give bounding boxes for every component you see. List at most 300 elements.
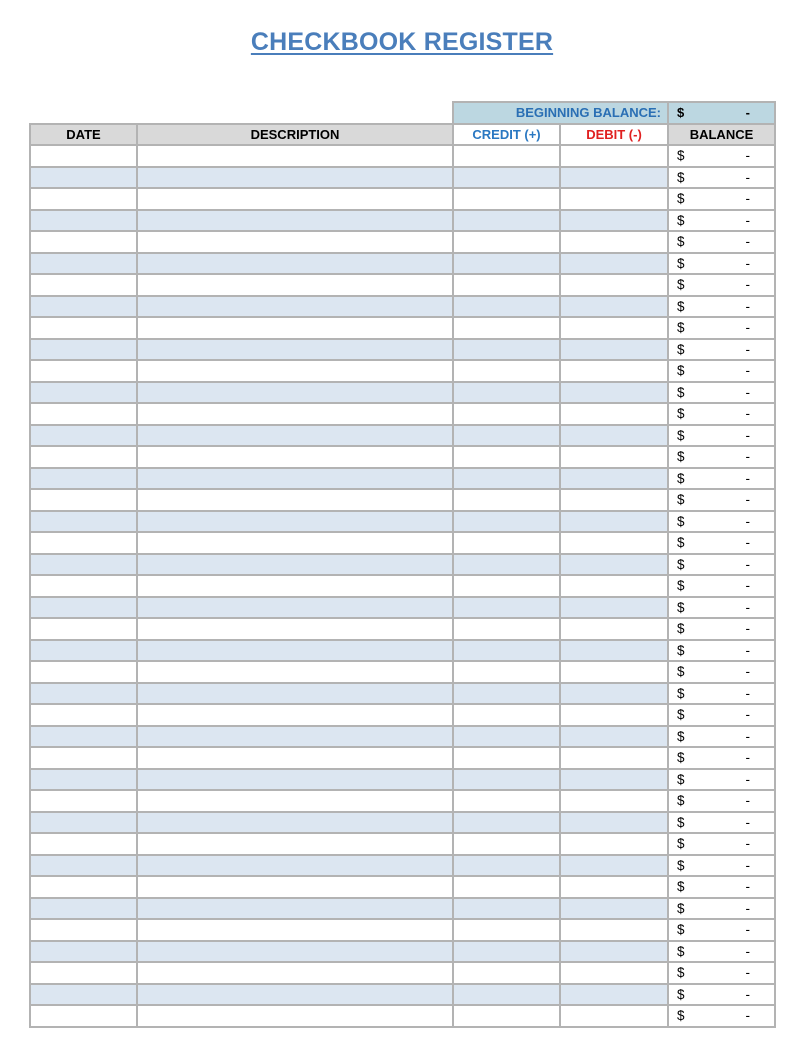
- balance-cell: [667, 746, 774, 768]
- balance-amount: -: [745, 621, 750, 637]
- description-cell[interactable]: [136, 209, 452, 231]
- credit-cell[interactable]: [452, 768, 559, 790]
- balance-cell: [667, 230, 774, 252]
- description-cell[interactable]: [136, 961, 452, 983]
- balance-cell: [667, 703, 774, 725]
- credit-cell[interactable]: [452, 832, 559, 854]
- balance-currency: $: [677, 664, 685, 680]
- credit-cell[interactable]: [452, 381, 559, 403]
- balance-currency: $: [677, 814, 685, 830]
- balance-currency: $: [677, 384, 685, 400]
- balance-currency: $: [677, 750, 685, 766]
- balance-amount: -: [745, 148, 750, 164]
- balance-currency: $: [677, 578, 685, 594]
- balance-currency: $: [677, 535, 685, 551]
- date-cell[interactable]: [29, 359, 136, 381]
- balance-cell: [667, 553, 774, 575]
- balance-amount: -: [745, 298, 750, 314]
- balance-cell: [667, 832, 774, 854]
- balance-currency: $: [677, 212, 685, 228]
- debit-cell[interactable]: [559, 402, 667, 424]
- description-cell[interactable]: [136, 596, 452, 618]
- date-cell[interactable]: [29, 445, 136, 467]
- debit-cell[interactable]: [559, 746, 667, 768]
- balance-amount: -: [745, 169, 750, 185]
- debit-cell[interactable]: [559, 424, 667, 446]
- description-cell[interactable]: [136, 144, 452, 166]
- date-cell[interactable]: [29, 166, 136, 188]
- credit-cell[interactable]: [452, 940, 559, 962]
- date-cell[interactable]: [29, 703, 136, 725]
- debit-cell[interactable]: [559, 574, 667, 596]
- balance-amount: -: [745, 277, 750, 293]
- balance-cell: [667, 983, 774, 1005]
- date-cell[interactable]: [29, 617, 136, 639]
- debit-cell[interactable]: [559, 359, 667, 381]
- credit-cell[interactable]: [452, 295, 559, 317]
- balance-currency: $: [677, 771, 685, 787]
- credit-cell[interactable]: [452, 596, 559, 618]
- date-cell[interactable]: [29, 402, 136, 424]
- date-cell[interactable]: [29, 467, 136, 489]
- credit-cell[interactable]: [452, 144, 559, 166]
- checkbook-register-table: [29, 101, 776, 1028]
- balance-amount: -: [745, 384, 750, 400]
- date-cell[interactable]: [29, 768, 136, 790]
- credit-cell[interactable]: [452, 703, 559, 725]
- column-header-balance: BALANCE: [667, 123, 774, 145]
- balance-amount: -: [745, 771, 750, 787]
- date-cell[interactable]: [29, 553, 136, 575]
- description-cell[interactable]: [136, 510, 452, 532]
- balance-amount: -: [745, 341, 750, 357]
- date-cell[interactable]: [29, 918, 136, 940]
- balance-amount: -: [745, 793, 750, 809]
- balance-currency: $: [677, 255, 685, 271]
- balance-currency: $: [677, 965, 685, 981]
- debit-cell[interactable]: [559, 252, 667, 274]
- balance-cell: [667, 639, 774, 661]
- balance-cell: [667, 682, 774, 704]
- beginning-balance-label: BEGINNING BALANCE:: [452, 101, 667, 123]
- debit-cell[interactable]: [559, 144, 667, 166]
- description-cell[interactable]: [136, 402, 452, 424]
- balance-amount: -: [745, 406, 750, 422]
- credit-cell[interactable]: [452, 682, 559, 704]
- balance-cell: [667, 918, 774, 940]
- balance-cell: [667, 811, 774, 833]
- balance-currency: $: [677, 341, 685, 357]
- debit-cell[interactable]: [559, 897, 667, 919]
- balance-currency: $: [677, 191, 685, 207]
- balance-currency: $: [677, 728, 685, 744]
- description-cell[interactable]: [136, 811, 452, 833]
- column-header-debit: DEBIT (-): [559, 123, 667, 145]
- date-cell[interactable]: [29, 746, 136, 768]
- credit-cell[interactable]: [452, 789, 559, 811]
- balance-currency: $: [677, 556, 685, 572]
- debit-cell[interactable]: [559, 445, 667, 467]
- date-cell[interactable]: [29, 897, 136, 919]
- description-cell[interactable]: [136, 682, 452, 704]
- debit-cell[interactable]: [559, 854, 667, 876]
- description-cell[interactable]: [136, 918, 452, 940]
- description-cell[interactable]: [136, 789, 452, 811]
- balance-cell: [667, 187, 774, 209]
- credit-cell[interactable]: [452, 854, 559, 876]
- debit-cell[interactable]: [559, 617, 667, 639]
- credit-cell[interactable]: [452, 252, 559, 274]
- credit-cell[interactable]: [452, 209, 559, 231]
- balance-cell: [667, 531, 774, 553]
- balance-amount: -: [745, 922, 750, 938]
- balance-amount: -: [745, 642, 750, 658]
- balance-cell: [667, 209, 774, 231]
- description-cell[interactable]: [136, 574, 452, 596]
- balance-cell: [667, 1004, 774, 1026]
- balance-cell: [667, 273, 774, 295]
- balance-currency: $: [677, 363, 685, 379]
- date-cell[interactable]: [29, 574, 136, 596]
- balance-amount: -: [745, 986, 750, 1002]
- debit-cell[interactable]: [559, 187, 667, 209]
- date-cell[interactable]: [29, 940, 136, 962]
- credit-cell[interactable]: [452, 445, 559, 467]
- page-title: CHECKBOOK REGISTER: [250, 28, 554, 56]
- balance-amount: -: [745, 664, 750, 680]
- balance-cell: [667, 445, 774, 467]
- credit-cell[interactable]: [452, 531, 559, 553]
- credit-cell[interactable]: [452, 488, 559, 510]
- balance-amount: -: [745, 212, 750, 228]
- debit-cell[interactable]: [559, 1004, 667, 1026]
- balance-cell: [667, 789, 774, 811]
- balance-cell: [667, 961, 774, 983]
- description-cell[interactable]: [136, 531, 452, 553]
- column-header-date: DATE: [29, 123, 136, 145]
- description-cell[interactable]: [136, 187, 452, 209]
- credit-cell[interactable]: [452, 1004, 559, 1026]
- description-cell[interactable]: [136, 1004, 452, 1026]
- debit-cell[interactable]: [559, 338, 667, 360]
- balance-cell: [667, 144, 774, 166]
- credit-cell[interactable]: [452, 166, 559, 188]
- balance-amount: -: [745, 492, 750, 508]
- balance-currency: $: [677, 793, 685, 809]
- debit-cell[interactable]: [559, 789, 667, 811]
- balance-amount: -: [745, 943, 750, 959]
- credit-cell[interactable]: [452, 424, 559, 446]
- balance-cell: [667, 488, 774, 510]
- credit-cell[interactable]: [452, 553, 559, 575]
- balance-cell: [667, 467, 774, 489]
- balance-amount: -: [745, 836, 750, 852]
- balance-currency: $: [677, 148, 685, 164]
- balance-cell: [667, 940, 774, 962]
- date-cell[interactable]: [29, 854, 136, 876]
- balance-amount: -: [745, 556, 750, 572]
- balance-amount: -: [745, 449, 750, 465]
- balance-currency: $: [677, 857, 685, 873]
- blank-corner: [136, 101, 452, 123]
- description-cell[interactable]: [136, 617, 452, 639]
- balance-cell: [667, 725, 774, 747]
- description-cell[interactable]: [136, 703, 452, 725]
- balance-currency: $: [677, 449, 685, 465]
- description-cell[interactable]: [136, 359, 452, 381]
- debit-cell[interactable]: [559, 553, 667, 575]
- balance-cell: [667, 338, 774, 360]
- balance-currency: $: [677, 986, 685, 1002]
- description-cell[interactable]: [136, 338, 452, 360]
- debit-cell[interactable]: [559, 703, 667, 725]
- date-cell[interactable]: [29, 510, 136, 532]
- balance-amount: -: [745, 900, 750, 916]
- balance-cell: [667, 316, 774, 338]
- description-cell[interactable]: [136, 166, 452, 188]
- debit-cell[interactable]: [559, 918, 667, 940]
- balance-amount: -: [745, 599, 750, 615]
- balance-cell: [667, 166, 774, 188]
- credit-cell[interactable]: [452, 811, 559, 833]
- column-header-credit: CREDIT (+): [452, 123, 559, 145]
- balance-cell: [667, 875, 774, 897]
- balance-currency: $: [677, 943, 685, 959]
- debit-cell[interactable]: [559, 682, 667, 704]
- date-cell[interactable]: [29, 381, 136, 403]
- debit-cell[interactable]: [559, 510, 667, 532]
- balance-amount: -: [745, 578, 750, 594]
- balance-amount: -: [745, 470, 750, 486]
- date-cell[interactable]: [29, 961, 136, 983]
- balance-currency: $: [677, 406, 685, 422]
- debit-cell[interactable]: [559, 725, 667, 747]
- credit-cell[interactable]: [452, 359, 559, 381]
- balance-amount: -: [745, 535, 750, 551]
- debit-cell[interactable]: [559, 209, 667, 231]
- date-cell[interactable]: [29, 789, 136, 811]
- date-cell[interactable]: [29, 811, 136, 833]
- credit-cell[interactable]: [452, 746, 559, 768]
- description-cell[interactable]: [136, 273, 452, 295]
- balance-amount: -: [745, 191, 750, 207]
- balance-amount: -: [745, 255, 750, 271]
- balance-currency: $: [677, 900, 685, 916]
- date-cell[interactable]: [29, 424, 136, 446]
- balance-currency: $: [677, 642, 685, 658]
- debit-cell[interactable]: [559, 230, 667, 252]
- debit-cell[interactable]: [559, 273, 667, 295]
- date-cell[interactable]: [29, 531, 136, 553]
- debit-cell[interactable]: [559, 488, 667, 510]
- date-cell[interactable]: [29, 295, 136, 317]
- credit-cell[interactable]: [452, 725, 559, 747]
- date-cell[interactable]: [29, 832, 136, 854]
- description-cell[interactable]: [136, 445, 452, 467]
- credit-cell[interactable]: [452, 660, 559, 682]
- balance-amount: -: [745, 965, 750, 981]
- credit-cell[interactable]: [452, 897, 559, 919]
- credit-cell[interactable]: [452, 875, 559, 897]
- date-cell[interactable]: [29, 875, 136, 897]
- description-cell[interactable]: [136, 746, 452, 768]
- balance-currency: $: [677, 320, 685, 336]
- balance-currency: $: [677, 599, 685, 615]
- description-cell[interactable]: [136, 295, 452, 317]
- description-cell[interactable]: [136, 725, 452, 747]
- credit-cell[interactable]: [452, 918, 559, 940]
- balance-currency: $: [677, 277, 685, 293]
- balance-cell: [667, 660, 774, 682]
- date-cell[interactable]: [29, 488, 136, 510]
- debit-cell[interactable]: [559, 639, 667, 661]
- balance-cell: [667, 574, 774, 596]
- balance-amount: -: [745, 513, 750, 529]
- balance-cell: [667, 295, 774, 317]
- debit-cell[interactable]: [559, 166, 667, 188]
- debit-cell[interactable]: [559, 768, 667, 790]
- description-cell[interactable]: [136, 854, 452, 876]
- credit-cell[interactable]: [452, 639, 559, 661]
- description-cell[interactable]: [136, 230, 452, 252]
- balance-currency: $: [677, 513, 685, 529]
- balance-cell: [667, 897, 774, 919]
- date-cell[interactable]: [29, 682, 136, 704]
- debit-cell[interactable]: [559, 983, 667, 1005]
- beginning-balance-currency: $: [677, 105, 685, 121]
- balance-currency: $: [677, 427, 685, 443]
- balance-cell: [667, 359, 774, 381]
- debit-cell[interactable]: [559, 660, 667, 682]
- date-cell[interactable]: [29, 273, 136, 295]
- balance-currency: $: [677, 492, 685, 508]
- debit-cell[interactable]: [559, 832, 667, 854]
- balance-currency: $: [677, 685, 685, 701]
- date-cell[interactable]: [29, 596, 136, 618]
- balance-amount: -: [745, 857, 750, 873]
- debit-cell[interactable]: [559, 531, 667, 553]
- balance-amount: -: [745, 363, 750, 379]
- credit-cell[interactable]: [452, 316, 559, 338]
- credit-cell[interactable]: [452, 402, 559, 424]
- description-cell[interactable]: [136, 381, 452, 403]
- credit-cell[interactable]: [452, 961, 559, 983]
- description-cell[interactable]: [136, 424, 452, 446]
- description-cell[interactable]: [136, 316, 452, 338]
- balance-amount: -: [745, 1008, 750, 1024]
- debit-cell[interactable]: [559, 940, 667, 962]
- description-cell[interactable]: [136, 983, 452, 1005]
- balance-currency: $: [677, 879, 685, 895]
- debit-cell[interactable]: [559, 875, 667, 897]
- debit-cell[interactable]: [559, 295, 667, 317]
- balance-cell: [667, 424, 774, 446]
- description-cell[interactable]: [136, 832, 452, 854]
- balance-amount: -: [745, 707, 750, 723]
- date-cell[interactable]: [29, 639, 136, 661]
- balance-amount: -: [745, 320, 750, 336]
- balance-amount: -: [745, 879, 750, 895]
- balance-amount: -: [745, 427, 750, 443]
- description-cell[interactable]: [136, 660, 452, 682]
- date-cell[interactable]: [29, 252, 136, 274]
- beginning-balance-value[interactable]: [667, 101, 774, 123]
- balance-amount: -: [745, 685, 750, 701]
- date-cell[interactable]: [29, 983, 136, 1005]
- balance-cell: [667, 252, 774, 274]
- description-cell[interactable]: [136, 875, 452, 897]
- beginning-balance-amount: -: [745, 105, 750, 121]
- description-cell[interactable]: [136, 467, 452, 489]
- description-cell[interactable]: [136, 639, 452, 661]
- date-cell[interactable]: [29, 144, 136, 166]
- credit-cell[interactable]: [452, 187, 559, 209]
- date-cell[interactable]: [29, 1004, 136, 1026]
- description-cell[interactable]: [136, 940, 452, 962]
- description-cell[interactable]: [136, 488, 452, 510]
- balance-cell: [667, 510, 774, 532]
- credit-cell[interactable]: [452, 983, 559, 1005]
- balance-amount: -: [745, 728, 750, 744]
- description-cell[interactable]: [136, 252, 452, 274]
- date-cell[interactable]: [29, 338, 136, 360]
- balance-currency: $: [677, 922, 685, 938]
- debit-cell[interactable]: [559, 381, 667, 403]
- date-cell[interactable]: [29, 725, 136, 747]
- balance-cell: [667, 402, 774, 424]
- description-cell[interactable]: [136, 553, 452, 575]
- date-cell[interactable]: [29, 187, 136, 209]
- date-cell[interactable]: [29, 230, 136, 252]
- balance-cell: [667, 768, 774, 790]
- balance-amount: -: [745, 750, 750, 766]
- credit-cell[interactable]: [452, 273, 559, 295]
- credit-cell[interactable]: [452, 467, 559, 489]
- balance-cell: [667, 596, 774, 618]
- balance-currency: $: [677, 707, 685, 723]
- balance-currency: $: [677, 470, 685, 486]
- credit-cell[interactable]: [452, 338, 559, 360]
- balance-currency: $: [677, 298, 685, 314]
- debit-cell[interactable]: [559, 811, 667, 833]
- debit-cell[interactable]: [559, 596, 667, 618]
- description-cell[interactable]: [136, 768, 452, 790]
- balance-currency: $: [677, 1008, 685, 1024]
- credit-cell[interactable]: [452, 574, 559, 596]
- balance-cell: [667, 617, 774, 639]
- balance-cell: [667, 381, 774, 403]
- credit-cell[interactable]: [452, 617, 559, 639]
- debit-cell[interactable]: [559, 467, 667, 489]
- balance-cell: [667, 854, 774, 876]
- balance-currency: $: [677, 836, 685, 852]
- date-cell[interactable]: [29, 209, 136, 231]
- credit-cell[interactable]: [452, 510, 559, 532]
- balance-currency: $: [677, 234, 685, 250]
- debit-cell[interactable]: [559, 316, 667, 338]
- description-cell[interactable]: [136, 897, 452, 919]
- credit-cell[interactable]: [452, 230, 559, 252]
- blank-corner: [29, 101, 136, 123]
- date-cell[interactable]: [29, 660, 136, 682]
- balance-amount: -: [745, 814, 750, 830]
- balance-currency: $: [677, 169, 685, 185]
- balance-currency: $: [677, 621, 685, 637]
- balance-amount: -: [745, 234, 750, 250]
- column-header-description: DESCRIPTION: [136, 123, 452, 145]
- date-cell[interactable]: [29, 316, 136, 338]
- debit-cell[interactable]: [559, 961, 667, 983]
